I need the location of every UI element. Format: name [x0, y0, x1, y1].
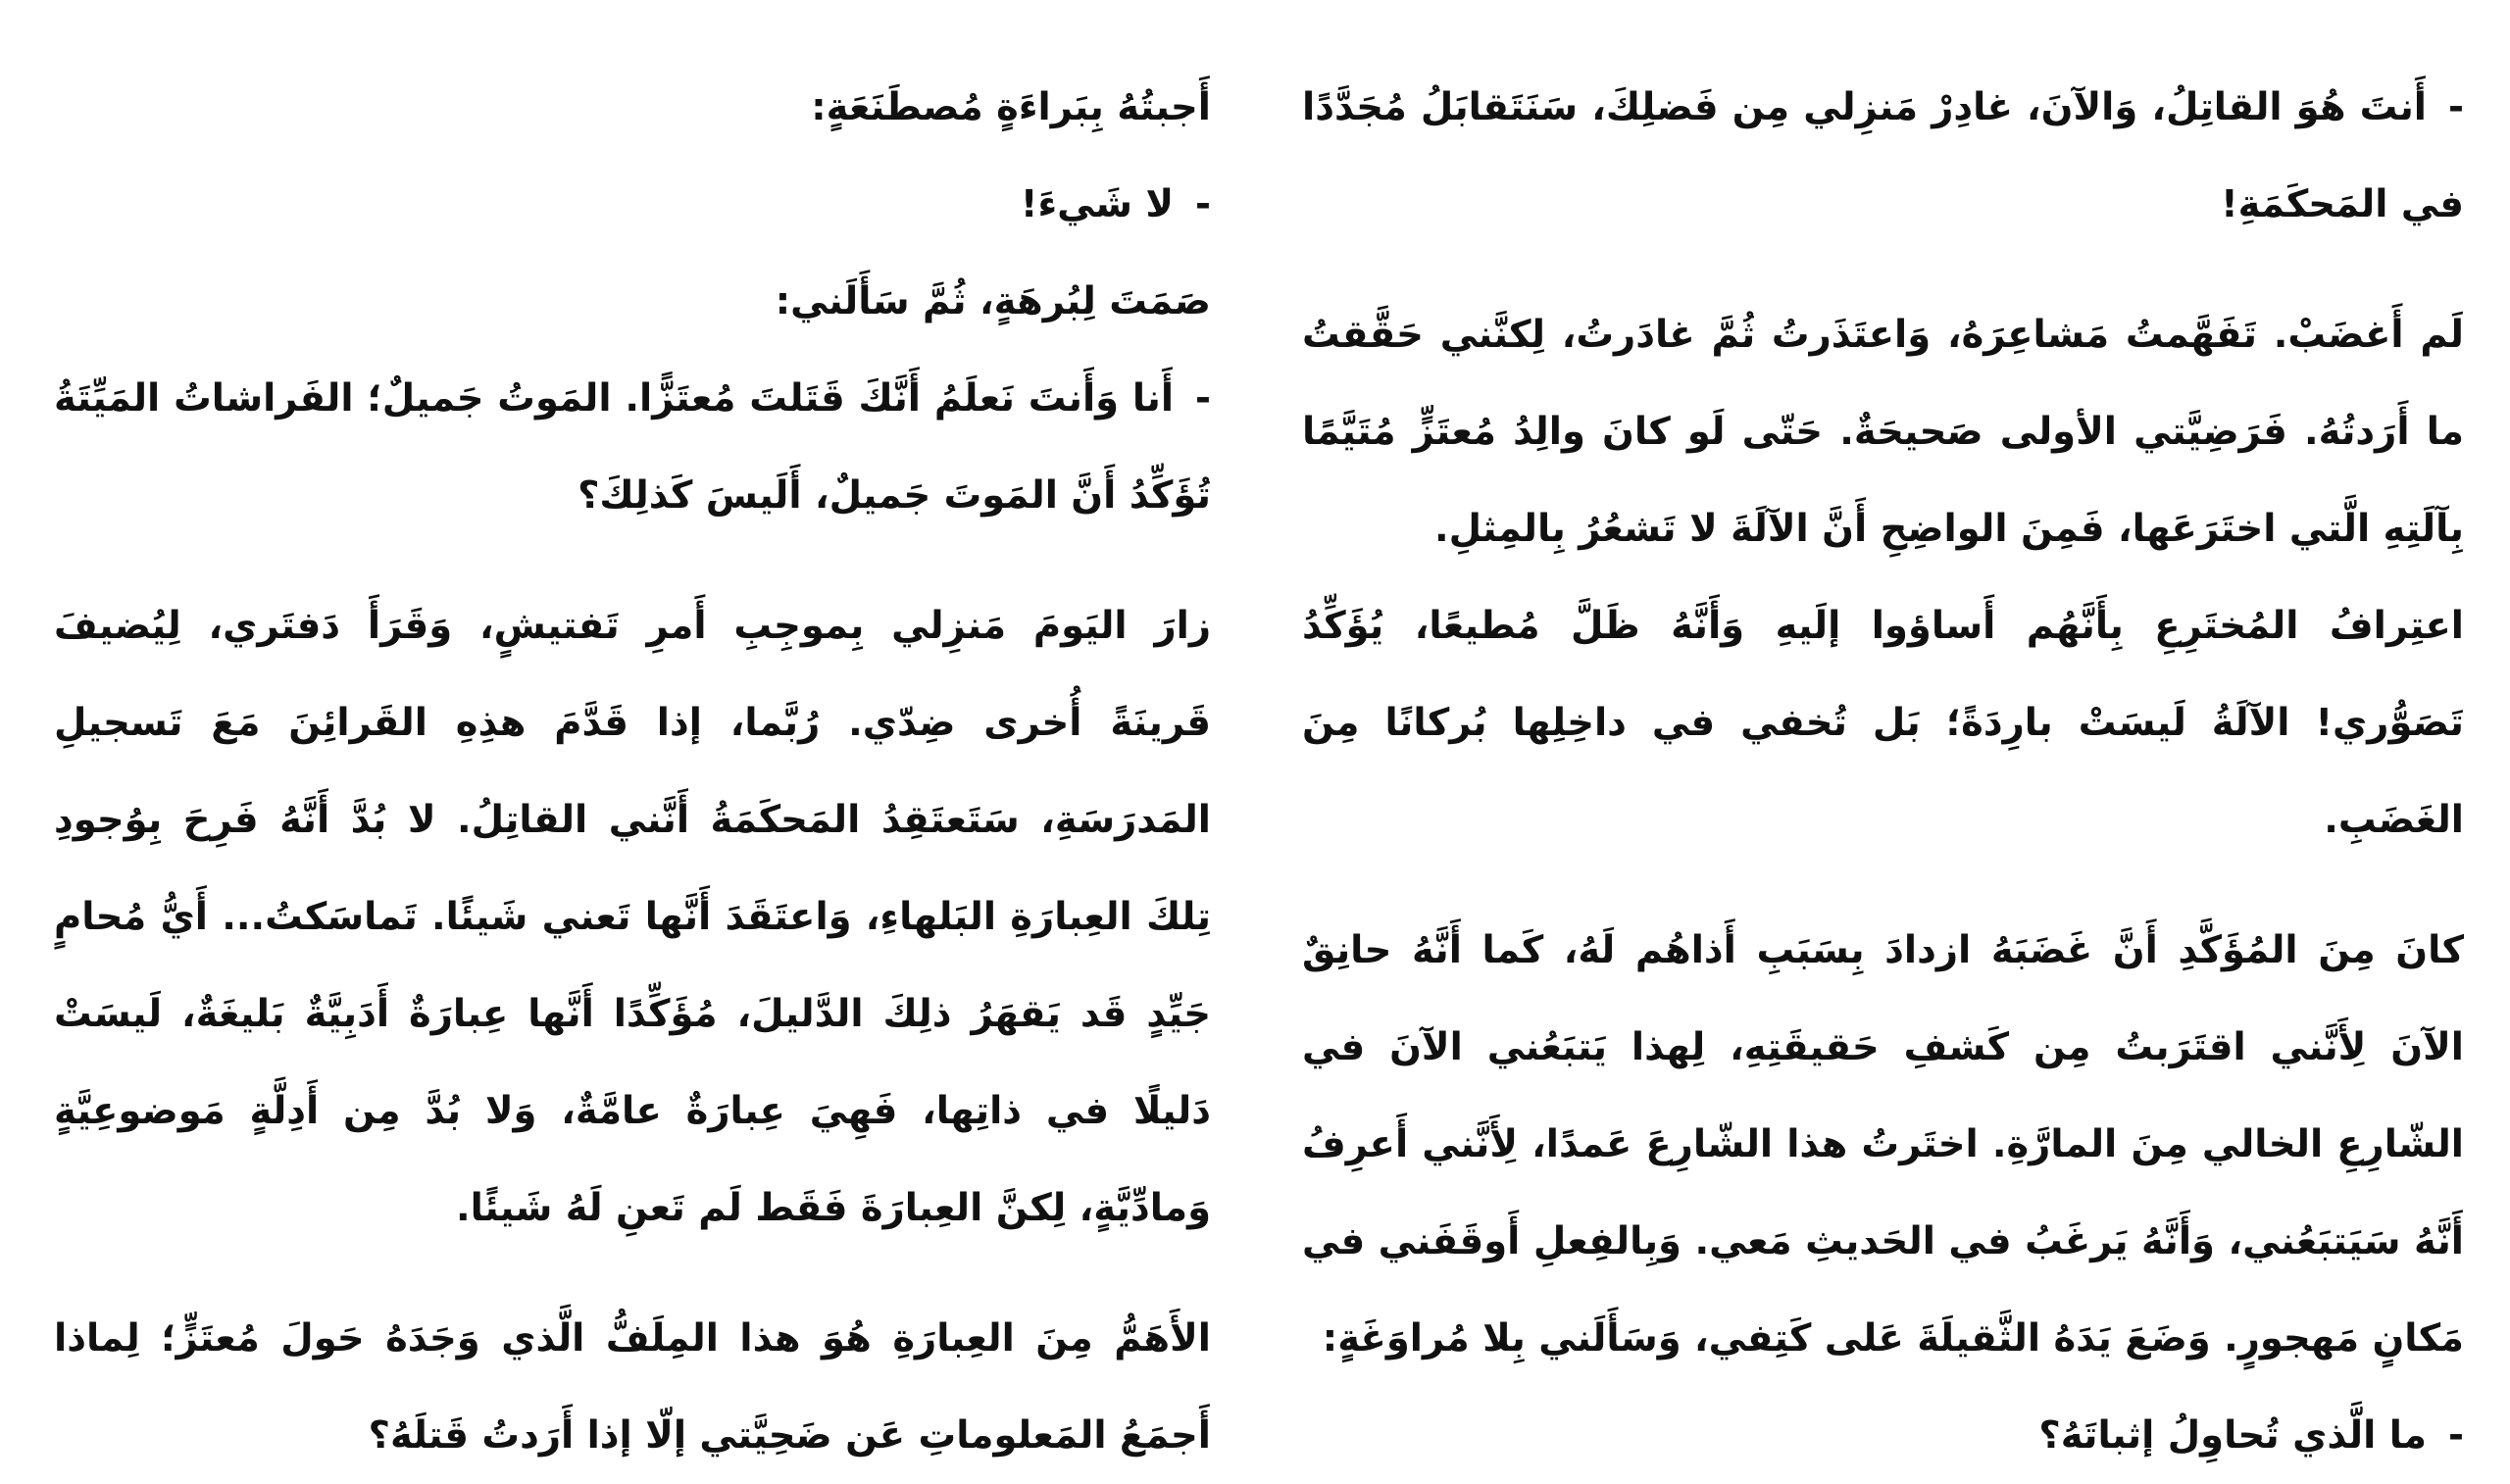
- dialogue-text: أَنا وَأَنتَ نَعلَمُ أَنَّكَ قَتَلتَ مُعتَزًّا. المَوتُ جَميلٌ؛ الفَراشاتُ المَيِّتَةُ تُؤَكِّدُ أَنَّ المَوتَ جَميلٌ، أَلَيسَ كَذلِكَ؟: [54, 376, 1211, 518]
- paragraph-3: صَمَتَ لِبُرهَةٍ، ثُمَّ سَأَلَني:: [775, 279, 1211, 323]
- dialogue-line-4: [54, 350, 1211, 544]
- paragraph-5: زارَ اليَومَ مَنزِلي بِموجِبِ أَمرِ تَفتيشٍ، وَقَرَأَ دَفتَري، لِيُضيفَ قَرينَةً أُخرى ضِدّي. رُبَّما، إذا قَدَّمَ هذِهِ القَرائِنَ مَعَ تَسجيلِ المَدرَسَةِ، سَتَعتَقِدُ المَحكَمَةُ أَنَّني القاتِلُ. لا بُدَّ أَنَّهُ فَرِحَ بِوُجودِ تِلكَ العِبارَةِ البَلهاءِ، وَاعتَقَدَ أَنَّها تَعني شَيئًا. تَماسَكتُ... أَيُّ مُحامٍ جَيِّدٍ قَد يَقهَرُ ذلِكَ الدَّليلَ، مُؤَكِّدًا أَنَّها عِبارَةٌ أَدَبِيَّةٌ بَليغَةٌ، لَيسَتْ دَليلًا في ذاتِها، فَهِيَ عِبارَةٌ عامَّةٌ، وَلا بُدَّ مِن أَدِلَّةٍ مَوضوعِيَّةٍ وَمادِّيَّةٍ، لِكنَّ العِبارَةَ فَقَط لَم تَعنِ لَهُ شَيئًا.: [54, 604, 1211, 1230]
- dialogue-dash: -: [1195, 376, 1211, 420]
- dialogue-line-2: [54, 156, 1211, 253]
- paragraph-1: أَجبتُهُ بِبَراءَةٍ مُصطَنَعَةٍ:: [811, 85, 1211, 129]
- dialogue-dash: -: [1195, 182, 1211, 226]
- paragraph-4: كانَ مِنَ المُؤَكَّدِ أَنَّ غَضَبَهُ ازدادَ بِسَبَبِ أَذاهُم لَهُ، كَما أَنَّهُ حانِقٌ الآنَ لِأَنَّني اقتَرَبتُ مِن كَشفِ حَقيقَتِهِ، لِهذا يَتبَعُني الآنَ في الشّارِعِ الخالي مِنَ المارَّةِ. اختَرتُ هذا الشّارِعَ عَمدًا، لِأَنَّني أَعرِفُ أَنَّهُ سَيَتبَعُني، وَأَنَّهُ يَرغَبُ في الحَديثِ مَعي. وَبِالفِعلِ أَوقَفَني في مَكانٍ مَهجورٍ. وَضَعَ يَدَهُ الثَّقيلَةَ عَلى كَتِفي، وَسَأَلَني بِلا مُراوَغَةٍ:: [1302, 928, 2464, 1360]
- paragraph-3: اعتِرافُ المُختَرِعِ بِأَنَّهُم أَساؤوا إلَيهِ وَأَنَّهُ ظَلَّ مُطيعًا، يُؤَكِّدُ تَصَوُّري! الآلَةُ لَيسَتْ بارِدَةً؛ بَل تُخفي في داخِلِها بُركانًا مِنَ الغَضَبِ.: [1302, 604, 2464, 842]
- dialogue-text: ما الَّذي تُحاوِلُ إثباتَهُ؟: [2038, 1413, 2428, 1458]
- dialogue-line-1: [1302, 59, 2464, 253]
- dialogue-text: لا شَيءَ!: [1020, 182, 1175, 226]
- paragraph-2: لَم أَغضَبْ. تَفَهَّمتُ مَشاعِرَهُ، وَاعتَذَرتُ ثُمَّ غادَرتُ، لِكنَّني حَقَّقتُ ما أَرَدتُهُ. فَرَضِيَّتي الأولى صَحيحَةٌ. حَتّى لَو كانَ والِدُ مُعتَزٍّ مُتَيَّمًا بِآلَتِهِ الَّتي اختَرَعَها، فَمِنَ الواضِحِ أَنَّ الآلَةَ لا تَشعُرُ بِالمِثلِ.: [1302, 313, 2464, 551]
- dialogue-dash: -: [2448, 85, 2464, 129]
- dialogue-dash: -: [2448, 1413, 2464, 1458]
- dialogue-line-5: [1302, 1387, 2464, 1484]
- dialogue-text: أَنتَ هُوَ القاتِلُ، وَالآنَ، غادِرْ مَنزِلي مِن فَضلِكَ، سَنَتَقابَلُ مُجَدَّدًا في المَحكَمَةِ!: [1302, 85, 2464, 226]
- left-page: [54, 59, 1211, 1458]
- right-page: [1302, 59, 2464, 1458]
- paragraph-6: الأَهَمُّ مِنَ العِبارَةِ هُوَ هذا المِلَفُّ الَّذي وَجَدَهُ حَولَ مُعتَزٍّ؛ لِماذا أَجمَعُ المَعلوماتِ عَن ضَحِيَّتي إلّا إذا أَرَدتُ قَتلَهُ؟: [54, 1316, 1211, 1458]
